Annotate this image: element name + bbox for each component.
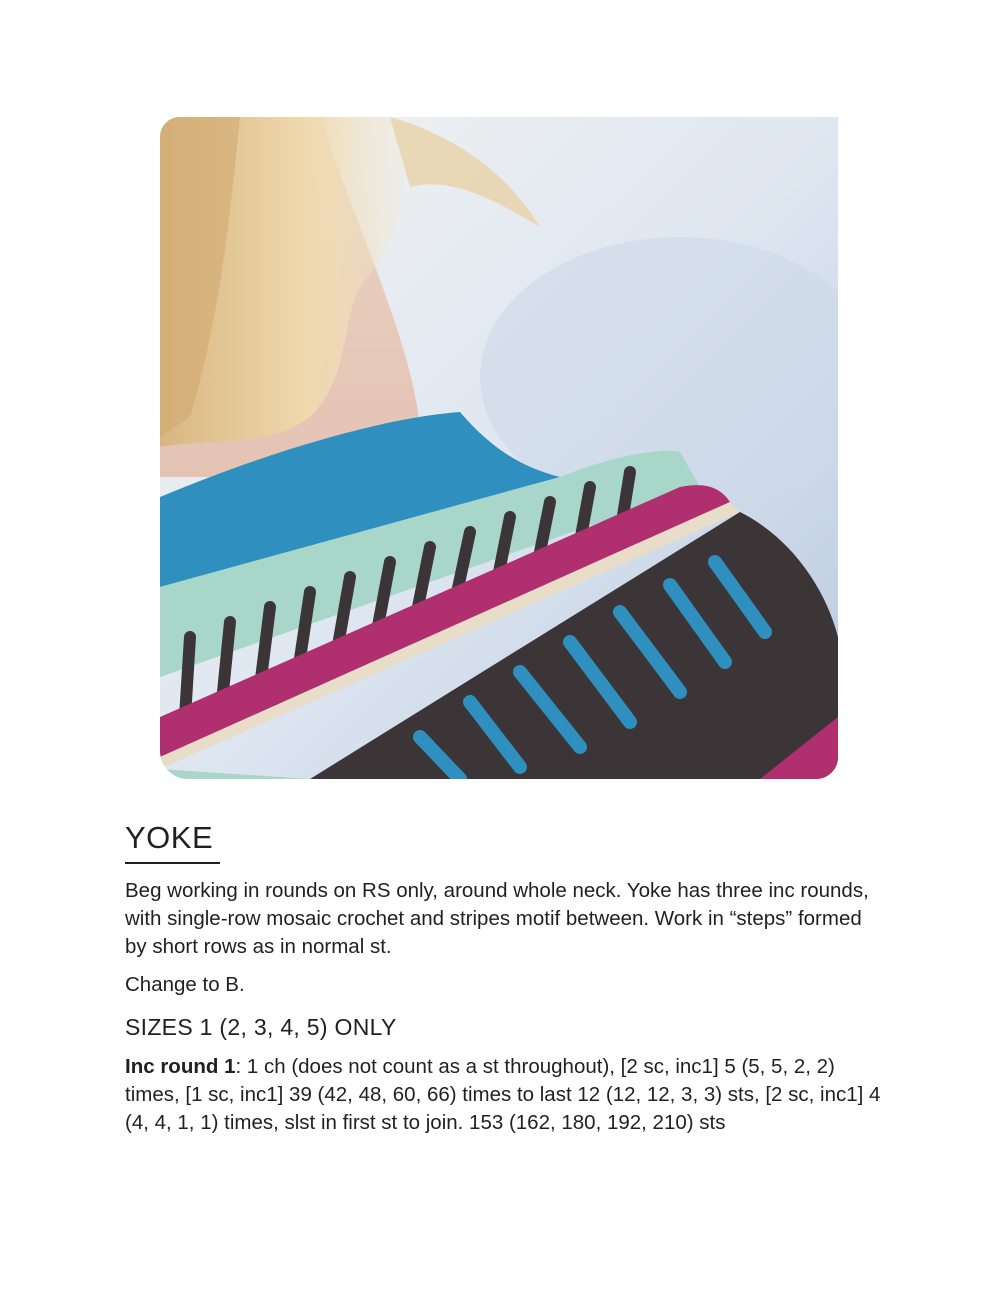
intro-paragraph: Beg working in rounds on RS only, around whole neck. Yoke has three inc rounds, with single-row mosaic crochet and stripes motif between. Work in “steps” formed by short rows as in normal st. bbox=[125, 879, 869, 958]
inc-round-text: : 1 ch (does not count as a st throughout), [2 sc, inc1] 5 (5, 5, 2, 2) times, [1 sc, inc1] 39 (42, 48, 60, 66) times to last 12 (12, 12, 3, 3) sts, [2 sc, inc1] 4 (4, 4, 1, 1) times, slst in first st to join. 153 (162, 180, 192, 210) sts bbox=[125, 1055, 881, 1134]
sweater-photo bbox=[160, 117, 838, 779]
inc-round-label: Inc round 1 bbox=[125, 1055, 236, 1078]
change-yarn-instruction: Change to B. bbox=[125, 973, 245, 996]
sizes-heading: SIZES 1 (2, 3, 4, 5) ONLY bbox=[125, 1014, 397, 1040]
inc-round-instruction bbox=[125, 1053, 885, 1137]
section-title: YOKE bbox=[125, 818, 220, 864]
